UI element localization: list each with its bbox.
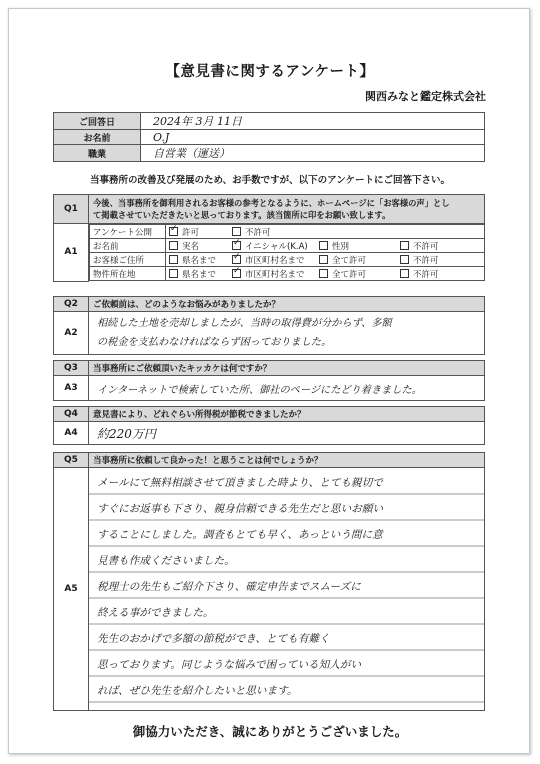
- a1-row-address: [90, 253, 485, 267]
- checkbox-checked-icon[interactable]: [169, 227, 178, 236]
- option-cell[interactable]: [316, 239, 397, 253]
- checkbox-icon[interactable]: [169, 241, 178, 250]
- q3-question: 当事務所にご依頼頂いたキッカケは何ですか？: [89, 361, 485, 376]
- option-cell[interactable]: [166, 225, 230, 239]
- option-cell[interactable]: [229, 225, 484, 239]
- q1-text-line2: て掲載させていただきたいと思っております。該当箇所に印をお願い致します。: [93, 210, 391, 220]
- a5-lines: [89, 468, 484, 704]
- q3-number: Q3: [54, 361, 89, 376]
- checkbox-icon[interactable]: [319, 269, 328, 278]
- a1-options-table: [89, 224, 485, 281]
- option-label: 不許可: [413, 269, 439, 280]
- checkbox-icon[interactable]: [169, 255, 178, 264]
- q2-question: ご依頼前は、どのようなお悩みがありましたか？: [89, 297, 485, 312]
- a5-answer: [89, 468, 485, 711]
- date-row: [54, 113, 485, 130]
- option-label: 実名: [182, 241, 200, 252]
- q4-block: [53, 406, 485, 445]
- q1-question: [89, 195, 485, 224]
- option-cell[interactable]: [397, 267, 484, 281]
- date-value: 2024年 3月 11日: [141, 113, 485, 130]
- a2-answer: [89, 312, 485, 355]
- a1-row-label: アンケート公開: [90, 225, 166, 239]
- company-name: 関西みなと鑑定株式会社: [365, 90, 486, 103]
- a5-line: することにしました。調査もとても早く、あっという間に意: [97, 529, 383, 541]
- option-cell[interactable]: [229, 239, 316, 253]
- checkbox-icon[interactable]: [319, 241, 328, 250]
- q5-question: 当事務所に依頼して良かった！と思うことは何でしょうか？: [89, 453, 485, 468]
- a5-line: 税理士の先生もご紹介下さり、確定申告までスムーズに: [97, 581, 361, 593]
- option-cell[interactable]: [166, 239, 230, 253]
- option-label: 不許可: [245, 227, 271, 238]
- q2-block: [53, 296, 485, 355]
- checkbox-icon[interactable]: [169, 269, 178, 278]
- option-cell[interactable]: [397, 253, 484, 267]
- q1-text-line1: 今後、当事務所を御利用されるお客様の参考となるように、ホームページに「お客様の声」とし: [93, 198, 450, 208]
- date-label: ご回答日: [54, 113, 141, 130]
- q5-number: Q5: [54, 453, 89, 468]
- option-cell[interactable]: [316, 267, 397, 281]
- a5-line: 思っております。同じような悩みで困っている知人がい: [97, 659, 361, 671]
- a1-number: A1: [54, 224, 89, 282]
- checkbox-checked-icon[interactable]: [232, 255, 241, 264]
- option-label: 市区町村名まで: [245, 269, 305, 280]
- a1-row-label: お名前: [90, 239, 166, 253]
- option-cell[interactable]: [166, 253, 230, 267]
- a3-number: A3: [54, 376, 89, 401]
- q3-block: [53, 360, 485, 401]
- option-label: 許可: [182, 227, 200, 238]
- option-cell[interactable]: [316, 253, 397, 267]
- option-label: 不許可: [413, 241, 439, 252]
- checkbox-icon[interactable]: [400, 255, 409, 264]
- checkbox-icon[interactable]: [400, 241, 409, 250]
- a5-line: メールにて無料相談させて頂きました時より、とても親切で: [97, 477, 383, 489]
- q1-number: Q1: [54, 195, 89, 224]
- option-label: 全て許可: [332, 255, 367, 266]
- option-label: 全て許可: [332, 269, 367, 280]
- intro-text: 当事務所の改善及び発展のため、お手数ですが、以下のアンケートにご回答下さい。: [89, 175, 451, 186]
- checkbox-icon[interactable]: [319, 255, 328, 264]
- checkbox-checked-icon[interactable]: [232, 269, 241, 278]
- option-label: 不許可: [413, 255, 439, 266]
- page-title: 【意見書に関するアンケート】: [165, 64, 375, 80]
- option-cell[interactable]: [397, 239, 484, 253]
- option-cell[interactable]: [229, 253, 316, 267]
- option-cell[interactable]: [166, 267, 230, 281]
- name-row: [54, 130, 485, 145]
- a4-answer: 約220万円: [89, 422, 485, 445]
- a5-line: 見書も作成くださいました。: [97, 555, 235, 567]
- a1-row-property: [90, 267, 485, 281]
- job-row: [54, 145, 485, 162]
- option-label: 県名まで: [182, 269, 217, 280]
- a5-line: 終える事ができました。: [97, 607, 214, 619]
- job-label: 職業: [54, 145, 141, 162]
- a5-number: A5: [54, 468, 89, 711]
- option-cell[interactable]: [229, 267, 316, 281]
- checkbox-icon[interactable]: [400, 269, 409, 278]
- q5-block: [53, 452, 485, 711]
- checkbox-checked-icon[interactable]: [232, 241, 241, 250]
- a2-line: 相続した土地を売却しましたが、当時の取得費が分からず、多額: [97, 318, 392, 329]
- checkbox-icon[interactable]: [232, 227, 241, 236]
- a1-options: [89, 224, 485, 282]
- q1-block: [53, 194, 485, 282]
- footer-thanks: 御協力いただき、誠にありがとうございました。: [132, 724, 408, 739]
- a3-answer: インターネットで検索していた所、御社のページにたどり着きました。: [89, 376, 485, 401]
- q4-question: 意見書により、どれぐらい所得税が節税できましたか？: [89, 407, 485, 422]
- a1-row-label: お客様ご住所: [90, 253, 166, 267]
- q2-number: Q2: [54, 297, 89, 312]
- a2-line: の税金を支払わなければならず困っておりました。: [97, 337, 332, 348]
- option-label: 県名まで: [182, 255, 217, 266]
- option-label: イニシャル(K.A): [245, 241, 308, 252]
- a5-line: すぐにお返事も下さり、親身信頼できる先生だと思いお願い: [97, 503, 384, 515]
- a1-row-name: [90, 239, 485, 253]
- a4-number: A4: [54, 422, 89, 445]
- respondent-info-table: [53, 112, 485, 162]
- a1-row-label: 物件所在地: [90, 267, 166, 281]
- a1-row-publish: [90, 225, 485, 239]
- a5-line: 先生のおかげで多額の節税ができ、とても有難く: [97, 633, 330, 645]
- a5-line: れば、ぜひ先生を紹介したいと思います。: [97, 685, 298, 697]
- name-value: O.J: [141, 130, 485, 145]
- option-label: 性別: [332, 241, 350, 252]
- q4-number: Q4: [54, 407, 89, 422]
- name-label: お名前: [54, 130, 141, 145]
- option-label: 市区町村名まで: [245, 255, 305, 266]
- a2-number: A2: [54, 312, 89, 355]
- job-value: 自営業（運送）: [141, 145, 485, 162]
